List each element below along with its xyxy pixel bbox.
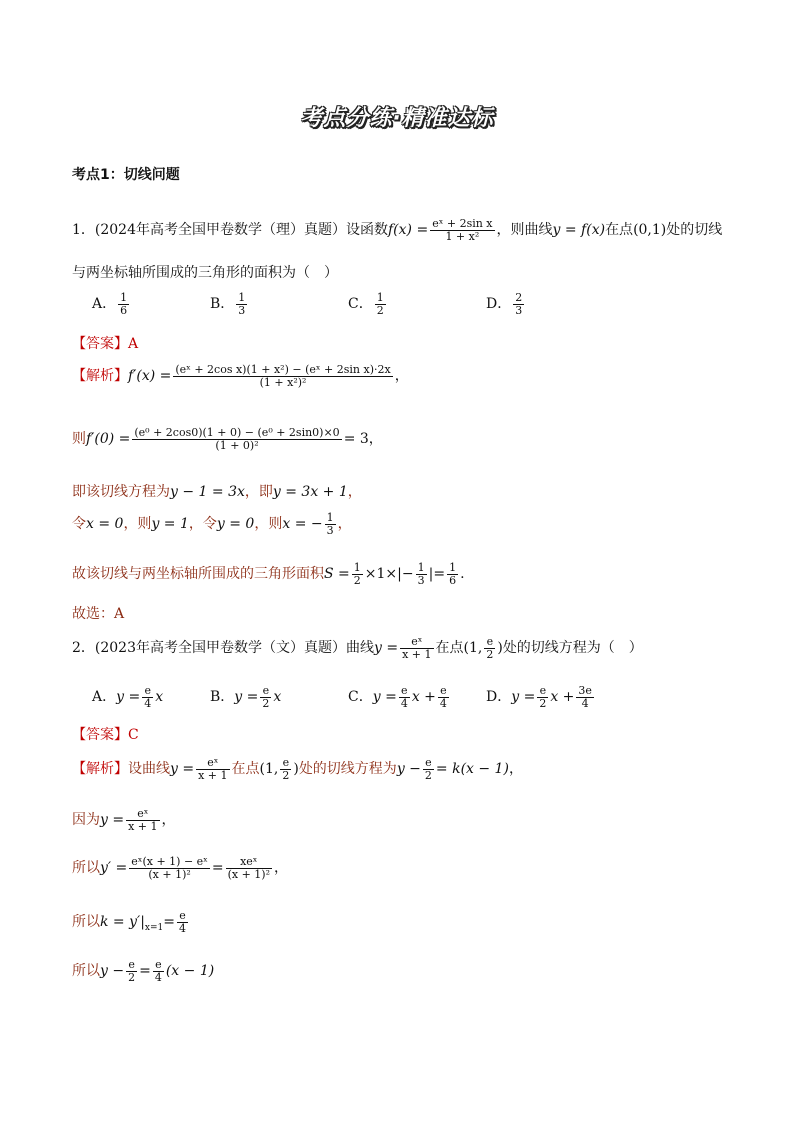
q1-intercept-h: x = − (282, 516, 323, 533)
q2-option-a[interactable] (92, 685, 163, 709)
q1-area-f2-num: 1 (417, 561, 425, 574)
q1-eval-prefix: 则 (72, 431, 86, 448)
q2-because: 因为 (72, 812, 100, 829)
q2-so1-num: eˣ(x + 1) − eˣ (131, 855, 208, 868)
q1-area-f3-den: 6 (449, 573, 457, 587)
q1-intercept-e: ，令 (188, 516, 217, 533)
q1-deriv-num: (eˣ + 2cos x)(1 + x²) − (eˣ + 2sin x)·2x (175, 363, 391, 376)
q2-so2: 所以 (72, 914, 100, 931)
q1-tangent-c: ，即 (244, 484, 273, 500)
q2-analysis-label: 【解析】 (72, 761, 128, 778)
q2-curve-num: eˣ (400, 636, 433, 649)
q2-option-c-fraction2 (438, 685, 449, 709)
q2-curve-den: x + 1 (402, 647, 432, 661)
q2-a1: 设曲线 (128, 761, 170, 778)
q1-analysis-label: 【解析】 (72, 368, 128, 385)
q1-stem-c: 在点 (605, 222, 634, 239)
q2-so3-fraction1 (126, 959, 137, 983)
q2-option-c-den2: 4 (439, 696, 447, 710)
q1-intercept-num: 1 (326, 511, 334, 524)
q2-a1-f: ， (508, 761, 523, 778)
q1-area-f2-den: 3 (417, 573, 425, 587)
q1-option-b-label: B． (210, 296, 235, 313)
q2-answer-value: C (128, 727, 139, 743)
q2-so2-fraction (177, 910, 188, 934)
q2-so2-eq: = (163, 914, 175, 931)
q2-a1-pt-b: ) (293, 761, 299, 778)
q2-option-a-num: e (142, 685, 153, 698)
q2-stem-a: 2．(2023年高考全国甲卷数学（文）真题）曲线 (72, 640, 374, 657)
q2-stem (72, 636, 643, 660)
q2-option-d-post: x + (550, 689, 575, 706)
q1-intercept-b: x = 0 (86, 516, 124, 533)
q2-option-b-den: 2 (262, 696, 270, 710)
q1-analysis-derivative (72, 364, 409, 388)
q2-so3-b: = (139, 963, 151, 980)
q2-so1-den: (x + 1)² (148, 867, 191, 881)
q2-option-d-den: 2 (539, 696, 547, 710)
q2-a1-pt-fraction (280, 757, 291, 781)
q2-a1-f-num: e (423, 757, 434, 770)
q1-fx: f(x) = (388, 222, 429, 239)
q2-point-num: e (484, 636, 495, 649)
q2-option-c-post: x + (411, 689, 436, 706)
q1-eval-den: (1 + 0)² (215, 438, 259, 452)
q1-intercept-i: ， (337, 516, 352, 533)
q2-so2-lhs: k = y′| (100, 914, 145, 931)
q2-so3-d2: 4 (154, 970, 162, 984)
q1-area-f1-den: 2 (353, 573, 361, 587)
q2-option-c[interactable] (348, 685, 451, 709)
q2-so3-line (72, 959, 214, 983)
q1-option-a-num: 1 (120, 291, 128, 304)
q2-so2-line (72, 910, 190, 934)
q1-answer (72, 333, 138, 353)
q1-option-b-den: 3 (238, 303, 246, 317)
page-title: 考点分练·精准达标 (300, 106, 494, 131)
q2-option-d-label: D． (486, 689, 512, 706)
q2-a1-e: = k(x − 1) (435, 761, 509, 778)
q2-option-d[interactable] (486, 685, 596, 709)
q1-intercept-den: 3 (326, 523, 334, 537)
q2-because-lhs: y = (100, 812, 125, 829)
q2-because-line (72, 808, 176, 832)
q2-option-c-pre: y = (372, 689, 397, 706)
q2-option-c-num2: e (438, 685, 449, 698)
q1-option-c[interactable] (348, 292, 388, 316)
q2-a1-pt-num: e (280, 757, 291, 770)
q1-stem-d: 处的切线 (666, 222, 723, 239)
q2-option-a-den: 4 (144, 696, 152, 710)
q1-deriv-fraction (173, 364, 392, 388)
q2-option-b-label: B． (210, 689, 235, 706)
q1-eval-fraction (132, 427, 341, 451)
q1-intercept-g: ，则 (254, 516, 283, 533)
q1-area-b: S = (324, 566, 350, 583)
q2-option-a-post: x (155, 689, 164, 706)
q1-tangent-line (72, 481, 362, 501)
q2-a1-pt-den: 2 (282, 768, 290, 782)
q2-a1-fraction (196, 757, 229, 781)
q2-so1-eq: = (211, 860, 224, 877)
q1-area-frac3 (447, 562, 458, 586)
q2-option-b-num: e (260, 685, 271, 698)
q2-point-b: ) (497, 640, 503, 657)
q1-option-d-fraction (513, 292, 524, 316)
q2-option-b[interactable] (210, 685, 281, 709)
q1-fx-fraction (430, 218, 494, 242)
q1-tangent-d: y = 3x + 1 (272, 484, 348, 500)
q2-stem-c: 处的切线方程为（ ） (502, 640, 643, 657)
section-heading: 考点1：切线问题 (72, 167, 180, 183)
q1-intercept-f: y = 0 (216, 516, 255, 533)
q2-option-c-fraction (399, 685, 410, 709)
q2-because-fraction (126, 808, 159, 832)
q1-option-c-label: C． (348, 296, 373, 313)
q2-option-d-pre: y = (511, 689, 536, 706)
q1-area-abs-close: | (428, 566, 434, 583)
q1-area-f3-num: 1 (449, 561, 457, 574)
q2-so3-a: y − (100, 963, 125, 980)
q2-option-d-fraction2 (576, 685, 594, 709)
q1-eval-num: (e⁰ + 2cos0)(1 + 0) − (e⁰ + 2sin0)×0 (134, 426, 340, 439)
q2-because-tail: ， (161, 812, 176, 829)
q2-a1-lhs: y = (170, 761, 195, 778)
q2-so2-sub: x=1 (144, 922, 164, 933)
q1-tangent-e: ， (347, 484, 362, 500)
q2-so2-num: e (177, 910, 188, 923)
q2-option-a-pre: y = (116, 689, 141, 706)
q1-tangent-a: 即该切线方程为 (72, 484, 170, 500)
q1-stem-a: 1．(2024年高考全国甲卷数学（理）真题）设函数 (72, 222, 388, 239)
q2-so1: 所以 (72, 860, 100, 877)
q2-because-num: eˣ (126, 808, 159, 821)
q2-so1-fraction (129, 856, 210, 880)
q1-option-d-den: 3 (515, 303, 523, 317)
q2-option-d-num: e (537, 685, 548, 698)
q2-option-b-post: x (273, 689, 282, 706)
q1-choose: 故选：A (72, 606, 125, 622)
q2-a1-f-fraction (423, 757, 434, 781)
q1-tangent-b: y − 1 = 3x (170, 484, 245, 500)
q2-so1-den2: (x + 1)² (227, 867, 270, 881)
q1-stem-line1 (72, 218, 722, 242)
q2-so1-fraction2 (226, 856, 272, 880)
q2-answer (72, 724, 139, 744)
q2-a1-d: y − (396, 761, 421, 778)
q2-option-a-fraction (142, 685, 153, 709)
q1-option-a-label: A． (92, 296, 117, 313)
q1-intercept-d: y = 1 (151, 516, 189, 533)
q1-curve: y = f(x) (552, 222, 606, 239)
q2-because-den: x + 1 (128, 819, 158, 833)
q2-point-den: 2 (486, 647, 494, 661)
q2-a1-f-den: 2 (424, 768, 432, 782)
q2-so1-lhs: y′ = (100, 860, 128, 877)
q2-option-d-den2: 4 (581, 696, 589, 710)
q2-a1-den: x + 1 (198, 768, 228, 782)
q1-intercept-line (72, 512, 352, 536)
q2-so3-d1: 2 (128, 970, 136, 984)
q1-option-c-den: 2 (376, 303, 384, 317)
q1-deriv-den: (1 + x²)² (259, 375, 307, 389)
q2-option-a-label: A． (92, 689, 117, 706)
q1-answer-value: A (128, 336, 139, 352)
q2-option-d-num2: 3e (578, 684, 592, 697)
q1-area-frac1 (352, 562, 363, 586)
q1-option-a[interactable] (92, 292, 131, 316)
q2-curve-fraction (400, 636, 433, 660)
q1-option-c-fraction (375, 292, 386, 316)
q2-a1-pt-a: (1, (259, 761, 279, 778)
q2-so1-num2: xeˣ (226, 856, 272, 869)
q1-deriv-tail: ， (394, 368, 409, 385)
q1-stem-b: ，则曲线 (496, 222, 553, 239)
q2-so3-fraction2 (153, 959, 164, 983)
q1-option-a-fraction (118, 292, 129, 316)
q1-answer-label: 【答案】 (72, 336, 128, 352)
q2-so1-line (72, 856, 288, 880)
q1-option-c-num: 1 (376, 291, 384, 304)
q2-option-c-den: 4 (400, 696, 408, 710)
q1-point: (0,1) (633, 222, 667, 239)
q2-analysis-line1 (72, 757, 523, 781)
q1-area-a: 故该切线与两坐标轴所围成的三角形面积 (72, 566, 324, 583)
q2-option-b-fraction (260, 685, 271, 709)
q1-option-a-den: 6 (120, 303, 128, 317)
q2-a1-c: 处的切线方程为 (298, 761, 397, 778)
q1-deriv-lhs: f′(x) = (128, 368, 172, 385)
q1-area-d: = (433, 566, 446, 583)
q2-so3-n1: e (126, 959, 137, 972)
q2-so1-tail: ， (273, 860, 288, 877)
q2-option-b-pre: y = (234, 689, 259, 706)
q1-eval-lhs: f′(0) = (86, 431, 131, 448)
q2-point-a: (1, (463, 640, 483, 657)
q1-option-b-num: 1 (238, 291, 246, 304)
q1-option-d[interactable] (486, 292, 526, 316)
q2-option-d-fraction (537, 685, 548, 709)
q1-stem-line2: 与两坐标轴所围成的三角形的面积为（ ） (72, 265, 338, 281)
q1-option-d-num: 2 (515, 291, 523, 304)
q2-so2-den: 4 (179, 921, 186, 935)
q2-a1-num: eˣ (196, 757, 229, 770)
q2-answer-label: 【答案】 (72, 727, 128, 743)
q1-area-abs-open: |− (397, 566, 414, 583)
q2-option-c-label: C． (348, 689, 373, 706)
q2-so3: 所以 (72, 963, 100, 980)
q2-stem-b: 在点 (435, 640, 464, 657)
q1-option-b[interactable] (210, 292, 249, 316)
q2-a1-b: 在点 (231, 761, 260, 778)
q1-area-c: ×1× (364, 566, 398, 583)
q2-so3-n2: e (153, 959, 164, 972)
q2-point-fraction (484, 636, 495, 660)
q1-area-frac2 (416, 562, 427, 586)
q1-intercept-c: ，则 (123, 516, 152, 533)
q1-eval-line (72, 427, 383, 451)
q1-intercept-fraction (325, 512, 336, 536)
q1-option-d-label: D． (486, 296, 512, 313)
q1-intercept-a: 令 (72, 516, 86, 533)
q1-area-f1-num: 1 (353, 561, 361, 574)
q1-option-b-fraction (236, 292, 247, 316)
q1-fx-num: eˣ + 2sin x (432, 217, 493, 230)
q1-area-e: . (460, 566, 465, 583)
q2-option-c-num: e (399, 685, 410, 698)
q1-eval-rhs: = 3， (343, 431, 383, 448)
q1-area-line (72, 562, 465, 586)
q1-fx-den: 1 + x² (445, 229, 480, 243)
q2-so3-c: (x − 1) (165, 963, 215, 980)
q2-curve-lhs: y = (374, 640, 399, 657)
